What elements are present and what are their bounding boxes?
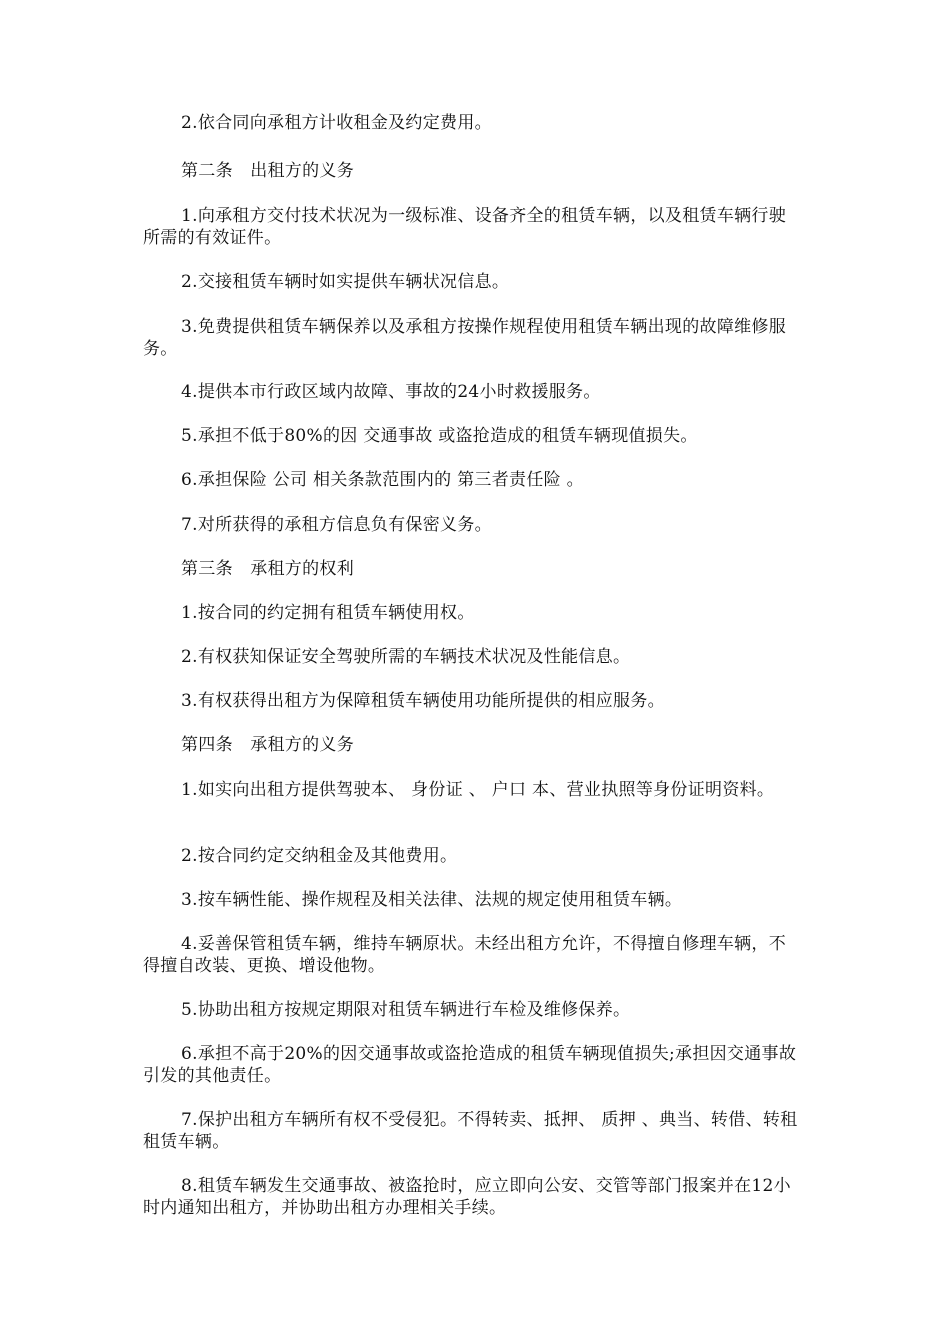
paragraph-12: 2.有权获知保证安全驾驶所需的车辆技术状况及性能信息。 [181,647,631,667]
paragraph-13: 3.有权获得出租方为保障租赁车辆使用功能所提供的相应服务。 [181,691,665,711]
paragraph-4: 2.交接租赁车辆时如实提供车辆状况信息。 [181,272,510,292]
paragraph-18: 4.妥善保管租赁车辆，维持车辆原状。未经出租方允许，不得擅自修理车辆，不得擅自改装、更换、增设他物。 [143,934,787,976]
paragraph-21: 7.保护出租方车辆所有权不受侵犯。不得转卖、抵押、 质押 、典当、转借、转租租赁车辆。 [143,1110,798,1152]
paragraph-19: 5.协助出租方按规定期限对租赁车辆进行车检及维修保养。 [181,1000,631,1020]
paragraph-17: 3.按车辆性能、操作规程及相关法律、法规的规定使用租赁车辆。 [181,890,683,910]
paragraph-16: 2.按合同约定交纳租金及其他费用。 [181,846,458,866]
paragraph-22: 8.租赁车辆发生交通事故、被盗抢时，应立即向公安、交管等部门报案并在12小时内通知出租方，并协助出租方办理相关手续。 [143,1176,791,1218]
paragraph-1: 2.依合同向承租方计收租金及约定费用。 [181,113,492,133]
paragraph-3: 1.向承租方交付技术状况为一级标准、设备齐全的租赁车辆，以及租赁车辆行驶所需的有效证件。 [143,206,787,248]
paragraph-5: 3.免费提供租赁车辆保养以及承租方按操作规程使用租赁车辆出现的故障维修服务。 [143,317,787,359]
paragraph-7: 5.承担不低于80%的因 交通事故 或盗抢造成的租赁车辆现值损失。 [181,426,698,446]
section-heading-3: 第三条 承租方的权利 [181,559,354,579]
paragraph-20: 6.承担不高于20%的因交通事故或盗抢造成的租赁车辆现值损失;承担因交通事故引发的其他责任。 [143,1044,797,1086]
section-heading-4: 第四条 承租方的义务 [181,735,354,755]
paragraph-15: 1.如实向出租方提供驾驶本、 身份证 、 户口 本、营业执照等身份证明资料。 [181,780,775,800]
paragraph-8: 6.承担保险 公司 相关条款范围内的 第三者责任险 。 [181,470,584,490]
paragraph-11: 1.按合同的约定拥有租赁车辆使用权。 [181,603,475,623]
section-heading-2: 第二条 出租方的义务 [181,161,354,181]
paragraph-6: 4.提供本市行政区域内故障、事故的24小时救援服务。 [181,382,601,402]
paragraph-9: 7.对所获得的承租方信息负有保密义务。 [181,515,492,535]
